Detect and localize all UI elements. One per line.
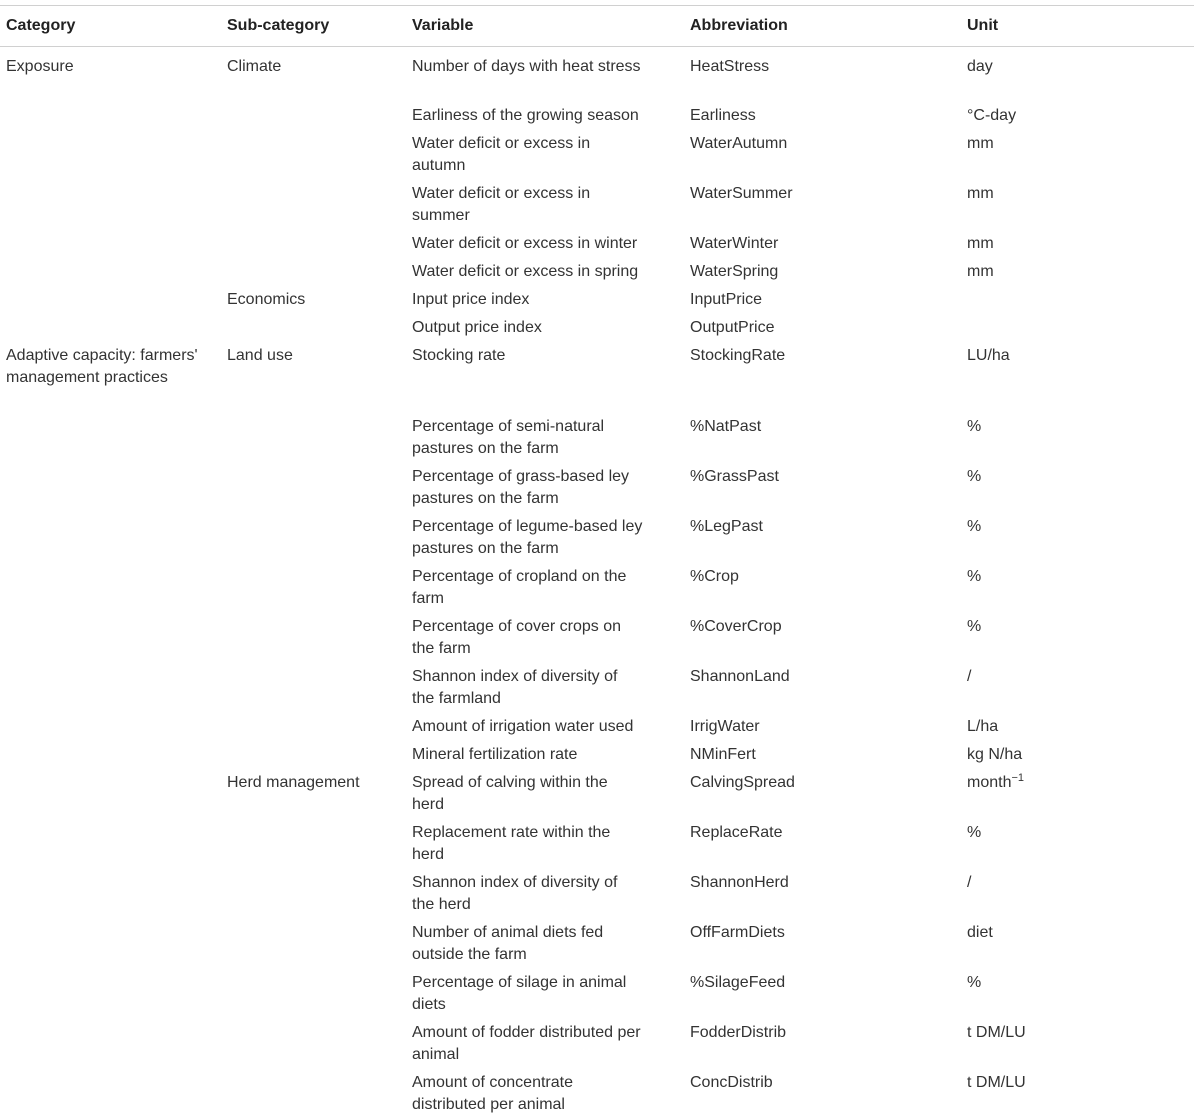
subcategory-cell — [221, 663, 406, 713]
abbreviation-cell: InputPrice — [684, 286, 961, 314]
unit-superscript: −1 — [1011, 772, 1024, 784]
category-cell — [0, 613, 221, 663]
abbreviation-cell: OffFarmDiets — [684, 919, 961, 969]
subcategory-cell — [221, 258, 406, 286]
unit-cell: t DM/LU — [961, 1019, 1194, 1069]
category-cell: Exposure — [0, 47, 221, 103]
unit-cell: mm — [961, 258, 1194, 286]
table-row — [0, 663, 1194, 713]
category-cell — [0, 286, 221, 314]
abbreviation-cell: OutputPrice — [684, 314, 961, 342]
table-body — [0, 47, 1194, 1119]
variables-table — [0, 5, 1194, 1119]
variable-cell: Percentage of cropland on the farm — [406, 563, 684, 613]
table-row — [0, 741, 1194, 769]
variable-cell: Input price index — [406, 286, 684, 314]
variable-cell: Earliness of the growing season — [406, 102, 684, 130]
abbreviation-cell: NMinFert — [684, 741, 961, 769]
table-row — [0, 342, 1194, 413]
category-cell — [0, 713, 221, 741]
subcategory-cell — [221, 713, 406, 741]
subcategory-cell — [221, 1019, 406, 1069]
table-row — [0, 769, 1194, 819]
category-cell — [0, 919, 221, 969]
table-row — [0, 1069, 1194, 1119]
category-cell — [0, 663, 221, 713]
abbreviation-cell: %NatPast — [684, 413, 961, 463]
table-row — [0, 713, 1194, 741]
header-row — [0, 6, 1194, 47]
table-row — [0, 513, 1194, 563]
category-cell — [0, 563, 221, 613]
table-row — [0, 180, 1194, 230]
variable-cell: Percentage of semi-natural pastures on the farm — [406, 413, 684, 463]
table-row — [0, 463, 1194, 513]
subcategory-cell — [221, 513, 406, 563]
unit-cell — [961, 769, 1194, 819]
variable-cell: Amount of irrigation water used — [406, 713, 684, 741]
abbreviation-cell: HeatStress — [684, 47, 961, 103]
category-cell — [0, 969, 221, 1019]
category-cell — [0, 1069, 221, 1119]
unit-cell: t DM/LU — [961, 1069, 1194, 1119]
category-cell — [0, 258, 221, 286]
table-row — [0, 1019, 1194, 1069]
unit-cell: day — [961, 47, 1194, 103]
subcategory-cell — [221, 919, 406, 969]
table-row — [0, 613, 1194, 663]
unit-cell: L/ha — [961, 713, 1194, 741]
category-cell — [0, 819, 221, 869]
subcategory-cell — [221, 102, 406, 130]
abbreviation-cell: ConcDistrib — [684, 1069, 961, 1119]
table-header — [0, 6, 1194, 47]
category-cell — [0, 513, 221, 563]
variable-cell: Mineral fertilization rate — [406, 741, 684, 769]
abbreviation-cell: WaterSpring — [684, 258, 961, 286]
abbreviation-cell: IrrigWater — [684, 713, 961, 741]
table-row — [0, 919, 1194, 969]
variable-cell: Shannon index of diversity of the herd — [406, 869, 684, 919]
variable-cell: Number of animal diets fed outside the farm — [406, 919, 684, 969]
abbreviation-cell: ShannonLand — [684, 663, 961, 713]
header-category: Category — [0, 6, 221, 47]
category-cell — [0, 314, 221, 342]
variable-cell: Water deficit or excess in winter — [406, 230, 684, 258]
table-row — [0, 286, 1194, 314]
unit-cell — [961, 286, 1194, 314]
category-cell — [0, 130, 221, 180]
table-row — [0, 130, 1194, 180]
unit-cell: / — [961, 869, 1194, 919]
header-abbreviation: Abbreviation — [684, 6, 961, 47]
unit-cell: % — [961, 463, 1194, 513]
unit-cell: % — [961, 969, 1194, 1019]
subcategory-cell — [221, 613, 406, 663]
variable-cell: Water deficit or excess in autumn — [406, 130, 684, 180]
abbreviation-cell: WaterSummer — [684, 180, 961, 230]
subcategory-cell — [221, 314, 406, 342]
variable-cell: Spread of calving within the herd — [406, 769, 684, 819]
abbreviation-cell: %GrassPast — [684, 463, 961, 513]
abbreviation-cell: CalvingSpread — [684, 769, 961, 819]
table-row — [0, 413, 1194, 463]
table-row — [0, 47, 1194, 103]
abbreviation-cell: %CoverCrop — [684, 613, 961, 663]
unit-cell: mm — [961, 130, 1194, 180]
table-row — [0, 819, 1194, 869]
subcategory-cell — [221, 1069, 406, 1119]
unit-cell — [961, 314, 1194, 342]
subcategory-cell — [221, 819, 406, 869]
subcategory-cell: Economics — [221, 286, 406, 314]
unit-cell: mm — [961, 180, 1194, 230]
variable-cell: Replacement rate within the herd — [406, 819, 684, 869]
category-cell: Adaptive capacity: farmers' management practices — [0, 342, 221, 413]
header-subcategory: Sub-category — [221, 6, 406, 47]
subcategory-cell: Climate — [221, 47, 406, 103]
header-unit: Unit — [961, 6, 1194, 47]
category-cell — [0, 413, 221, 463]
variable-cell: Number of days with heat stress — [406, 47, 684, 103]
subcategory-cell — [221, 563, 406, 613]
subcategory-cell — [221, 230, 406, 258]
table-row — [0, 102, 1194, 130]
abbreviation-cell: %SilageFeed — [684, 969, 961, 1019]
unit-cell: % — [961, 613, 1194, 663]
category-cell — [0, 869, 221, 919]
subcategory-cell: Herd management — [221, 769, 406, 819]
table-row — [0, 230, 1194, 258]
table-row — [0, 258, 1194, 286]
variable-cell: Amount of fodder distributed per animal — [406, 1019, 684, 1069]
category-cell — [0, 1019, 221, 1069]
variable-cell: Shannon index of diversity of the farmland — [406, 663, 684, 713]
unit-cell: % — [961, 563, 1194, 613]
category-cell — [0, 769, 221, 819]
table-row — [0, 314, 1194, 342]
category-cell — [0, 741, 221, 769]
unit-text: month — [967, 774, 1011, 791]
unit-cell: % — [961, 413, 1194, 463]
variable-cell: Percentage of cover crops on the farm — [406, 613, 684, 663]
unit-cell: / — [961, 663, 1194, 713]
category-cell — [0, 102, 221, 130]
variable-cell: Percentage of silage in animal diets — [406, 969, 684, 1019]
unit-cell: mm — [961, 230, 1194, 258]
abbreviation-cell: %Crop — [684, 563, 961, 613]
unit-cell: diet — [961, 919, 1194, 969]
abbreviation-cell: StockingRate — [684, 342, 961, 413]
abbreviation-cell: Earliness — [684, 102, 961, 130]
category-cell — [0, 463, 221, 513]
variable-cell: Output price index — [406, 314, 684, 342]
subcategory-cell — [221, 869, 406, 919]
subcategory-cell — [221, 969, 406, 1019]
abbreviation-cell: ShannonHerd — [684, 869, 961, 919]
variable-cell: Water deficit or excess in spring — [406, 258, 684, 286]
abbreviation-cell: ReplaceRate — [684, 819, 961, 869]
subcategory-cell — [221, 180, 406, 230]
abbreviation-cell: %LegPast — [684, 513, 961, 563]
variable-cell: Stocking rate — [406, 342, 684, 413]
abbreviation-cell: WaterWinter — [684, 230, 961, 258]
subcategory-cell — [221, 130, 406, 180]
unit-cell: °C-day — [961, 102, 1194, 130]
subcategory-cell: Land use — [221, 342, 406, 413]
table-row — [0, 969, 1194, 1019]
abbreviation-cell: WaterAutumn — [684, 130, 961, 180]
category-cell — [0, 230, 221, 258]
subcategory-cell — [221, 413, 406, 463]
category-cell — [0, 180, 221, 230]
table-row — [0, 869, 1194, 919]
variable-cell: Water deficit or excess in summer — [406, 180, 684, 230]
unit-cell: LU/ha — [961, 342, 1194, 413]
abbreviation-cell: FodderDistrib — [684, 1019, 961, 1069]
subcategory-cell — [221, 463, 406, 513]
variable-cell: Amount of concentrate distributed per animal — [406, 1069, 684, 1119]
header-variable: Variable — [406, 6, 684, 47]
table-row — [0, 563, 1194, 613]
variable-cell: Percentage of grass-based ley pastures on the farm — [406, 463, 684, 513]
unit-cell: % — [961, 513, 1194, 563]
unit-cell: kg N/ha — [961, 741, 1194, 769]
unit-cell: % — [961, 819, 1194, 869]
variable-cell: Percentage of legume-based ley pastures on the farm — [406, 513, 684, 563]
subcategory-cell — [221, 741, 406, 769]
